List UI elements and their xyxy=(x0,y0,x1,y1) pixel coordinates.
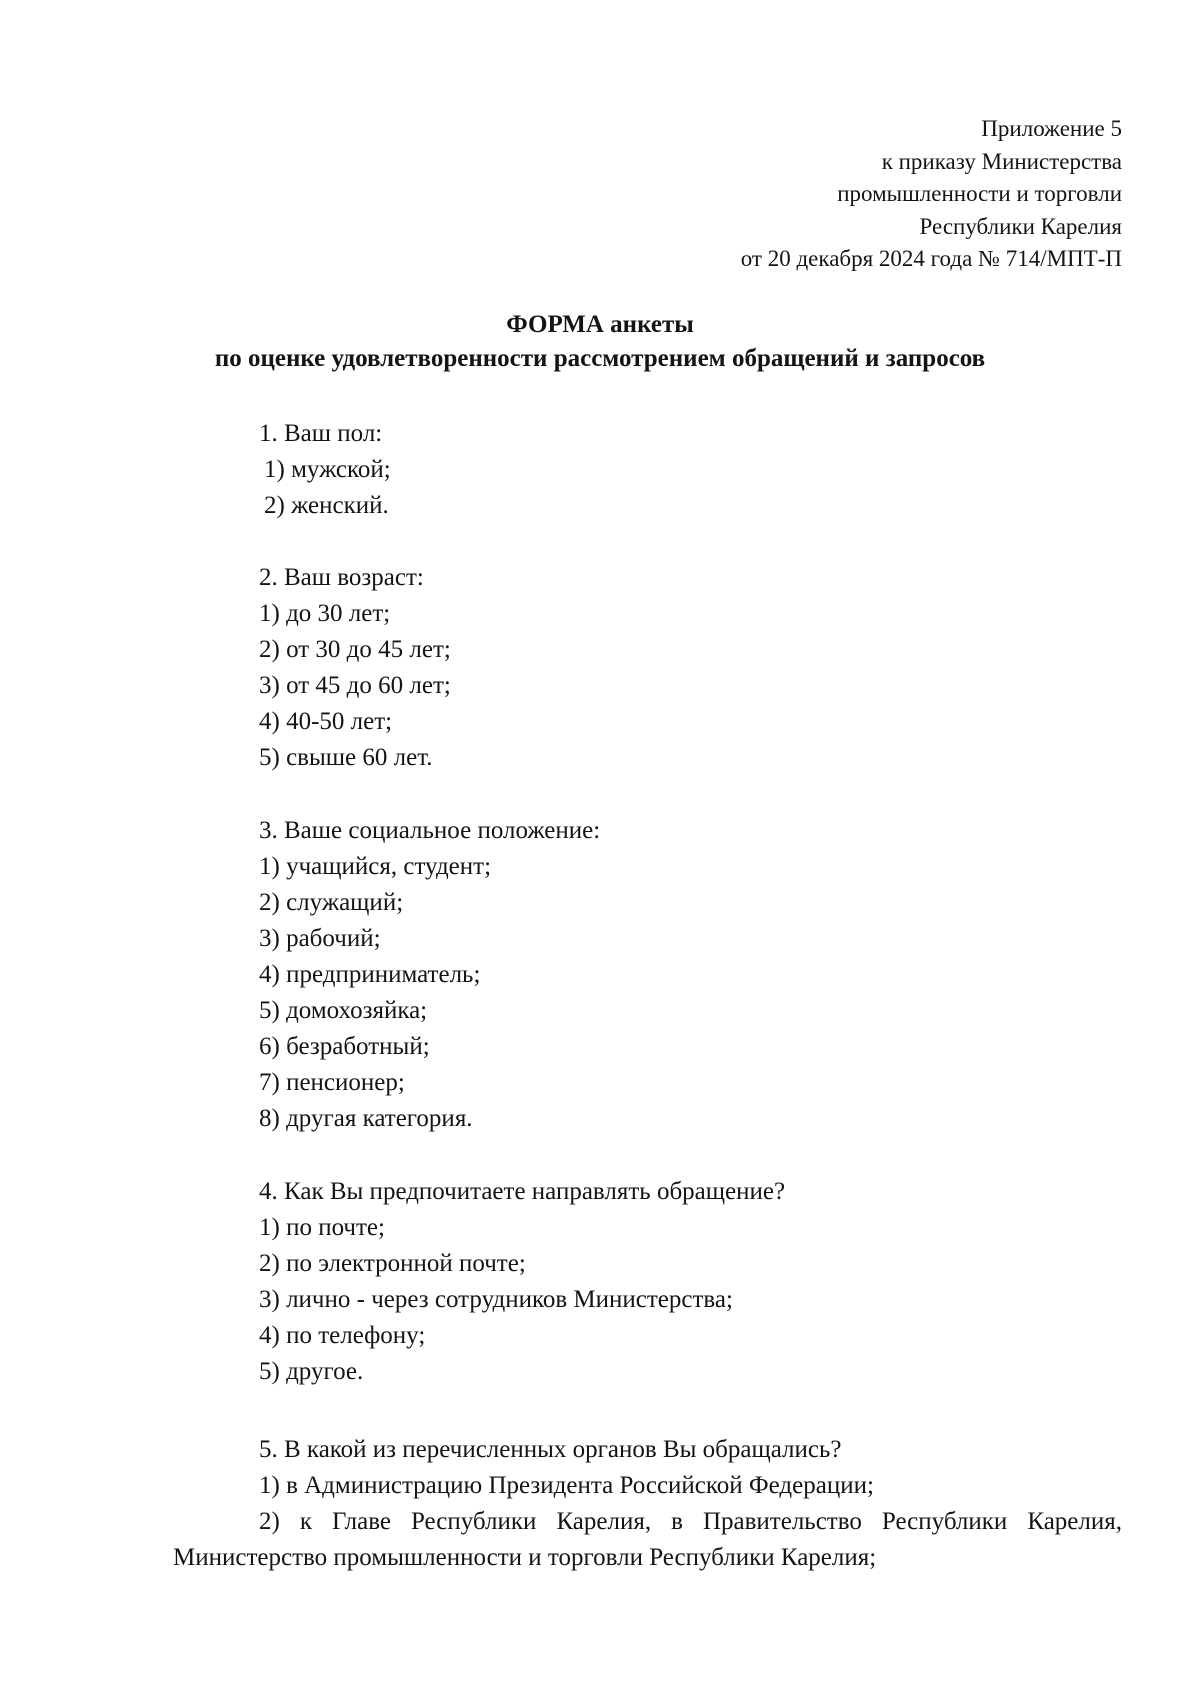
header-line: от 20 декабря 2024 года № 714/МПТ-П xyxy=(740,246,1122,271)
option-item: 2) к Главе Республики Карелия, в Правительство Республики Карелия, xyxy=(259,1508,1122,1535)
option-item: 4) по телефону; xyxy=(259,1322,426,1349)
option-item: 2) женский. xyxy=(264,492,389,519)
header-line: промышленности и торговли xyxy=(837,181,1122,206)
question-text: 2. Ваш возраст: xyxy=(259,564,424,591)
option-item: 1) учащийся, студент; xyxy=(259,853,492,880)
option-item: 3) рабочий; xyxy=(259,925,381,952)
option-item: 1) в Администрацию Президента Российской Федерации; xyxy=(259,1472,874,1499)
option-item: 6) безработный; xyxy=(259,1033,430,1060)
title-line-2: по оценке удовлетворенности рассмотрением обращений и запросов xyxy=(214,345,986,372)
option-item: 2) служащий; xyxy=(259,889,404,916)
option-item: 5) свыше 60 лет. xyxy=(259,744,433,771)
option-item: 1) мужской; xyxy=(264,456,391,483)
option-item: 3) от 45 до 60 лет; xyxy=(259,672,451,699)
question-block-1 xyxy=(259,416,391,524)
question-block-2 xyxy=(259,560,451,776)
option-item: 4) предприниматель; xyxy=(259,961,481,988)
option-item: 5) домохозяйка; xyxy=(259,997,428,1024)
question-text: 1. Ваш пол: xyxy=(259,420,383,447)
question-text: 5. В какой из перечисленных органов Вы обращались? xyxy=(259,1436,842,1463)
appendix-header xyxy=(741,113,1122,276)
header-line: к приказу Министерства xyxy=(881,148,1122,174)
header-line: Приложение 5 xyxy=(981,116,1122,141)
question-text: 4. Как Вы предпочитаете направлять обращение? xyxy=(259,1178,786,1205)
option-item: 5) другое. xyxy=(259,1358,364,1385)
question-block-5 xyxy=(173,1432,1122,1576)
question-block-4 xyxy=(259,1174,785,1390)
option-item: 8) другая категория. xyxy=(259,1105,473,1132)
option-item: 3) лично - через сотрудников Министерства; xyxy=(259,1286,733,1313)
option-item: 1) по почте; xyxy=(259,1214,385,1241)
option-item-continuation: Министерство промышленности и торговли Республики Карелия; xyxy=(173,1544,877,1571)
option-item: 7) пенсионер; xyxy=(259,1069,405,1096)
option-item: 1) до 30 лет; xyxy=(259,600,391,627)
option-item: 4) 40-50 лет; xyxy=(259,708,393,735)
document-title xyxy=(0,308,1200,376)
option-item: 2) от 30 до 45 лет; xyxy=(259,636,451,663)
option-item: 2) по электронной почте; xyxy=(259,1250,526,1277)
question-text: 3. Ваше социальное положение: xyxy=(259,817,601,844)
header-line: Республики Карелия xyxy=(919,213,1122,239)
title-line-1: ФОРМА анкеты xyxy=(506,311,694,338)
question-block-3 xyxy=(259,813,600,1137)
